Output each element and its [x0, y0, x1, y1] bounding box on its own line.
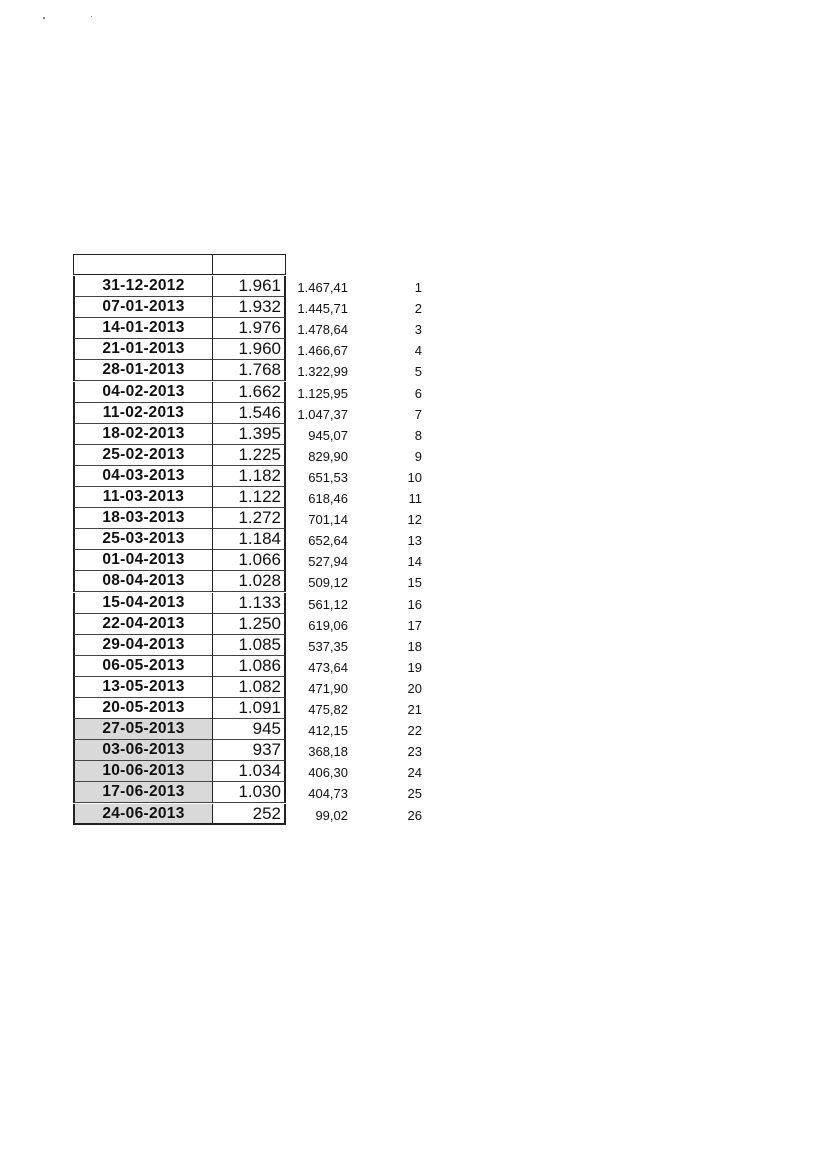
- table-row: [0, 360, 826, 381]
- header-value-cell: [213, 254, 286, 275]
- table-row: [0, 635, 826, 656]
- value-cell: 1.932: [213, 297, 286, 318]
- index-cell: 3: [414, 322, 422, 338]
- table-row: [0, 382, 826, 403]
- value-cell: 1.028: [213, 571, 286, 592]
- amount-cell: 652,64: [308, 533, 348, 549]
- amount-cell: 412,15: [308, 723, 348, 739]
- value-cell: 1.082: [213, 677, 286, 698]
- index-cell: 20: [407, 680, 422, 696]
- amount-cell: 829,90: [308, 448, 348, 464]
- table-row: [0, 740, 826, 761]
- table-row: [0, 276, 826, 297]
- table-row: [0, 529, 826, 550]
- table-row: [0, 466, 826, 487]
- amount-cell: 619,06: [308, 617, 348, 633]
- value-cell: 1.182: [213, 466, 286, 487]
- index-cell: 8: [414, 427, 422, 443]
- index-cell: 25: [407, 786, 422, 802]
- date-cell: 04-03-2013: [73, 466, 213, 487]
- index-cell: 7: [414, 406, 422, 422]
- value-cell: 1.768: [213, 360, 286, 381]
- value-cell: 1.085: [213, 635, 286, 656]
- index-cell: 26: [407, 807, 422, 823]
- value-cell: 1.960: [213, 339, 286, 360]
- amount-cell: 471,90: [308, 680, 348, 696]
- index-cell: 21: [407, 702, 422, 717]
- index-cell: 10: [407, 469, 422, 485]
- index-cell: 13: [407, 533, 422, 549]
- table-row: [0, 761, 826, 782]
- date-cell: 21-01-2013: [73, 339, 213, 360]
- table-row: [0, 424, 826, 445]
- table-row: [0, 614, 826, 635]
- table-row: [0, 339, 826, 360]
- date-cell: 25-02-2013: [73, 445, 213, 466]
- table-row: [0, 804, 826, 825]
- index-cell: 23: [407, 744, 422, 760]
- table-row: [0, 508, 826, 529]
- value-cell: 1.066: [213, 550, 286, 571]
- value-cell: 1.961: [213, 276, 286, 297]
- index-cell: 12: [407, 512, 422, 528]
- table-row: [0, 445, 826, 466]
- index-cell: 14: [407, 554, 422, 570]
- date-cell: 03-06-2013: [73, 740, 213, 761]
- index-cell: 11: [408, 491, 422, 506]
- amount-cell: 701,14: [308, 512, 348, 528]
- value-cell: 1.122: [213, 487, 286, 508]
- date-cell: 11-03-2013: [73, 487, 213, 508]
- table-row: [0, 593, 826, 614]
- date-cell: 28-01-2013: [73, 360, 213, 381]
- table-row: [0, 403, 826, 424]
- amount-cell: 406,30: [308, 765, 348, 781]
- amount-cell: 1.322,99: [297, 364, 348, 380]
- table-row: [0, 677, 826, 698]
- table-row: [0, 487, 826, 508]
- table-row: [0, 550, 826, 571]
- index-cell: 18: [407, 638, 422, 654]
- index-cell: 15: [407, 575, 422, 591]
- date-cell: 06-05-2013: [73, 656, 213, 677]
- value-cell: 945: [213, 719, 286, 740]
- amount-cell: 527,94: [308, 554, 348, 570]
- value-cell: 1.030: [213, 782, 286, 803]
- index-cell: 6: [414, 385, 422, 401]
- table-row: [0, 698, 826, 719]
- date-cell: 08-04-2013: [73, 571, 213, 592]
- amount-cell: 1.478,64: [297, 322, 348, 338]
- table-row: [0, 318, 826, 339]
- value-cell: 937: [213, 740, 286, 761]
- date-cell: 20-05-2013: [73, 698, 213, 719]
- index-cell: 19: [407, 659, 422, 675]
- date-cell: 01-04-2013: [73, 550, 213, 571]
- header-date-cell: [73, 254, 213, 275]
- date-cell: 27-05-2013: [73, 719, 213, 740]
- date-cell: 15-04-2013: [73, 593, 213, 614]
- date-cell: 18-03-2013: [73, 508, 213, 529]
- amount-cell: 1.445,71: [297, 301, 348, 317]
- table-row: [0, 571, 826, 592]
- index-cell: 9: [414, 448, 422, 464]
- date-cell: 13-05-2013: [73, 677, 213, 698]
- value-cell: 1.184: [213, 529, 286, 550]
- date-cell: 25-03-2013: [73, 529, 213, 550]
- date-cell: 22-04-2013: [73, 614, 213, 635]
- table-row: [0, 297, 826, 318]
- date-cell: 24-06-2013: [73, 804, 213, 825]
- amount-cell: 945,07: [308, 427, 348, 443]
- index-cell: 24: [407, 765, 422, 781]
- index-cell: 5: [414, 364, 422, 380]
- date-cell: 29-04-2013: [73, 635, 213, 656]
- date-cell: 10-06-2013: [73, 761, 213, 782]
- date-cell: 17-06-2013: [73, 782, 213, 803]
- date-cell: 11-02-2013: [73, 403, 213, 424]
- value-cell: 1.225: [213, 445, 286, 466]
- amount-cell: 561,12: [308, 596, 348, 612]
- amount-cell: 368,18: [308, 744, 348, 760]
- date-cell: 04-02-2013: [73, 382, 213, 403]
- amount-cell: 99,02: [315, 807, 348, 823]
- value-cell: 1.976: [213, 318, 286, 339]
- index-cell: 2: [414, 301, 422, 317]
- amount-cell: 509,12: [308, 575, 348, 591]
- date-cell: 14-01-2013: [73, 318, 213, 339]
- index-cell: 1: [414, 280, 422, 295]
- value-cell: 1.395: [213, 424, 286, 445]
- value-cell: 1.662: [213, 382, 286, 403]
- value-cell: 1.133: [213, 593, 286, 614]
- amount-cell: 475,82: [308, 702, 348, 717]
- amount-cell: 618,46: [308, 491, 348, 506]
- value-cell: 1.091: [213, 698, 286, 719]
- index-cell: 4: [414, 343, 422, 359]
- value-cell: 1.546: [213, 403, 286, 424]
- table-row: [0, 656, 826, 677]
- amount-cell: 1.466,67: [297, 343, 348, 359]
- amount-cell: 651,53: [308, 469, 348, 485]
- value-cell: 1.034: [213, 761, 286, 782]
- amount-cell: 1.125,95: [297, 385, 348, 401]
- index-cell: 17: [407, 617, 422, 633]
- date-cell: 18-02-2013: [73, 424, 213, 445]
- value-cell: 252: [213, 804, 286, 825]
- index-cell: 22: [407, 723, 422, 739]
- amount-cell: 404,73: [308, 786, 348, 802]
- amount-cell: 1.467,41: [297, 280, 348, 295]
- amount-cell: 473,64: [308, 659, 348, 675]
- amount-cell: 537,35: [308, 638, 348, 654]
- index-cell: 16: [407, 596, 422, 612]
- table-row: [0, 782, 826, 803]
- amount-cell: 1.047,37: [297, 406, 348, 422]
- value-cell: 1.086: [213, 656, 286, 677]
- table-row: [0, 719, 826, 740]
- value-cell: 1.272: [213, 508, 286, 529]
- date-cell: 31-12-2012: [73, 276, 213, 297]
- value-cell: 1.250: [213, 614, 286, 635]
- date-cell: 07-01-2013: [73, 297, 213, 318]
